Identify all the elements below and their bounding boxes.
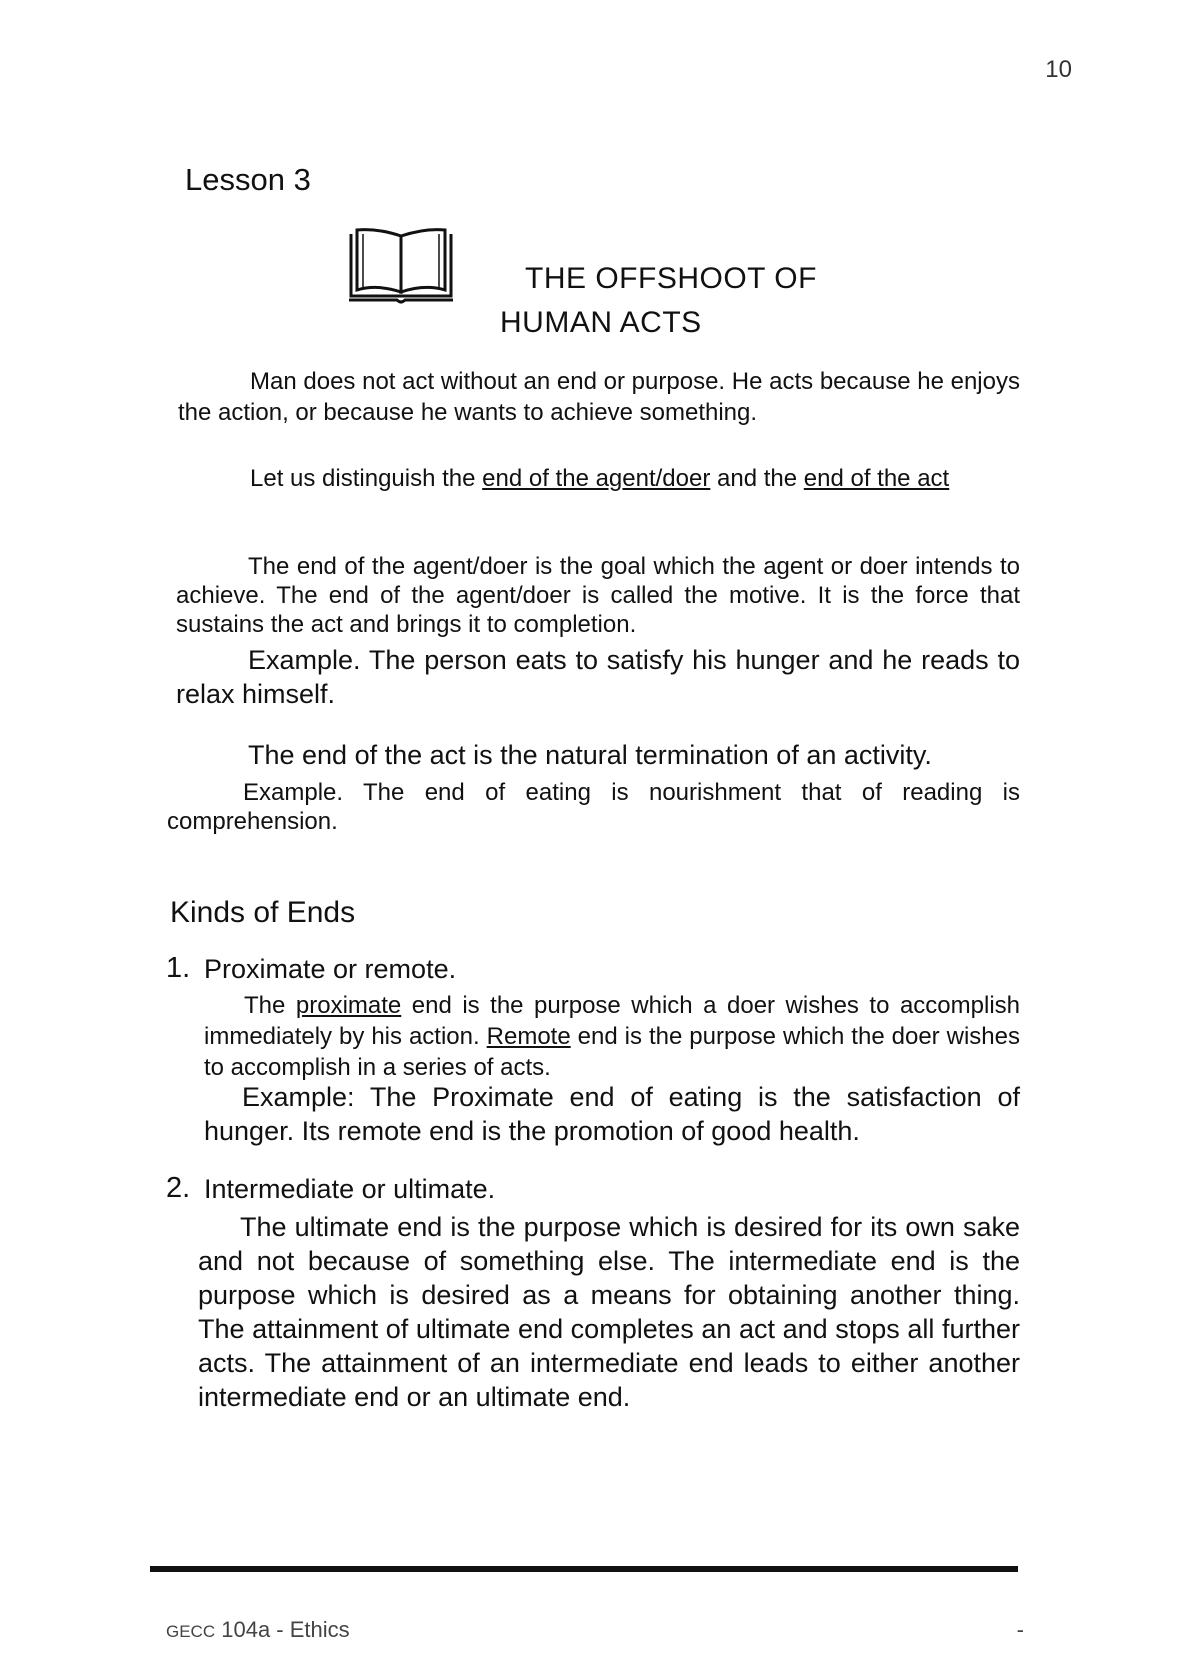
footer-divider xyxy=(150,1566,1018,1572)
page-number: 10 xyxy=(1045,56,1072,83)
term-end-of-agent: end of the agent/doer xyxy=(482,465,711,492)
kind-1-desc-c: end is the purpose which the doer wishes to accomplish in a series of acts. xyxy=(204,1023,1020,1081)
kinds-heading: Kinds of Ends xyxy=(170,896,356,929)
distinguish-middle: and the xyxy=(710,465,804,492)
open-book-icon xyxy=(347,226,455,306)
term-remote: Remote xyxy=(486,1023,571,1050)
kind-2-title: Intermediate or ultimate. xyxy=(204,1174,496,1204)
kind-2-description: The ultimate end is the purpose which is desired for its own sake and not because of something else. The intermediate end is the purpose which is desired as a means for obtaining another thing. The attainment of ultimate end completes an act and stops all further acts. The attainment of an intermediate end leads to either another intermediate end or an ultimate end. xyxy=(198,1212,1020,1412)
intro-paragraph: Man does not act without an end or purpose. He acts because he enjoys the action, or because he wants to achieve something. xyxy=(178,368,1020,426)
agent-end-paragraph: The end of the agent/doer is the goal which the agent or doer intends to achieve. The end of the agent/doer is called the motive. It is the force that sustains the act and brings it to completion. xyxy=(176,553,1020,638)
act-example-paragraph: Example. The end of eating is nourishment that of reading is comprehension. xyxy=(167,779,1020,835)
title-line-1: THE OFFSHOOT OF xyxy=(525,262,817,295)
distinguish-prefix: Let us distinguish the xyxy=(250,465,483,492)
distinguish-paragraph xyxy=(250,462,1010,496)
kind-1-example: Example: The Proximate end of eating is the satisfaction of hunger. Its remote end is the promotion of good health. xyxy=(204,1082,1020,1146)
agent-example-paragraph: Example. The person eats to satisfy his hunger and he reads to relax himself. xyxy=(176,645,1020,709)
kind-1-title: Proximate or remote. xyxy=(204,954,457,984)
kind-1-number: 1. xyxy=(166,952,191,984)
kind-1-desc-a: The xyxy=(244,992,296,1019)
term-end-of-act: end of the act xyxy=(803,465,950,492)
term-proximate: proximate xyxy=(295,992,402,1019)
kind-1-desc-b: end is the purpose which a doer wishes to accomplish immediately by his action. xyxy=(204,992,1020,1050)
kind-1-description xyxy=(204,990,1020,1083)
footer-course-name: 104a - Ethics xyxy=(215,1617,350,1642)
kind-2-number: 2. xyxy=(166,1172,191,1204)
title-line-2: HUMAN ACTS xyxy=(500,306,702,339)
lesson-label: Lesson 3 xyxy=(185,162,311,197)
act-end-paragraph: The end of the act is the natural termination of an activity. xyxy=(248,740,932,770)
footer-course xyxy=(166,1617,350,1643)
footer-right-mark: - xyxy=(1016,1617,1024,1642)
footer-course-code: GECC xyxy=(166,1622,216,1641)
